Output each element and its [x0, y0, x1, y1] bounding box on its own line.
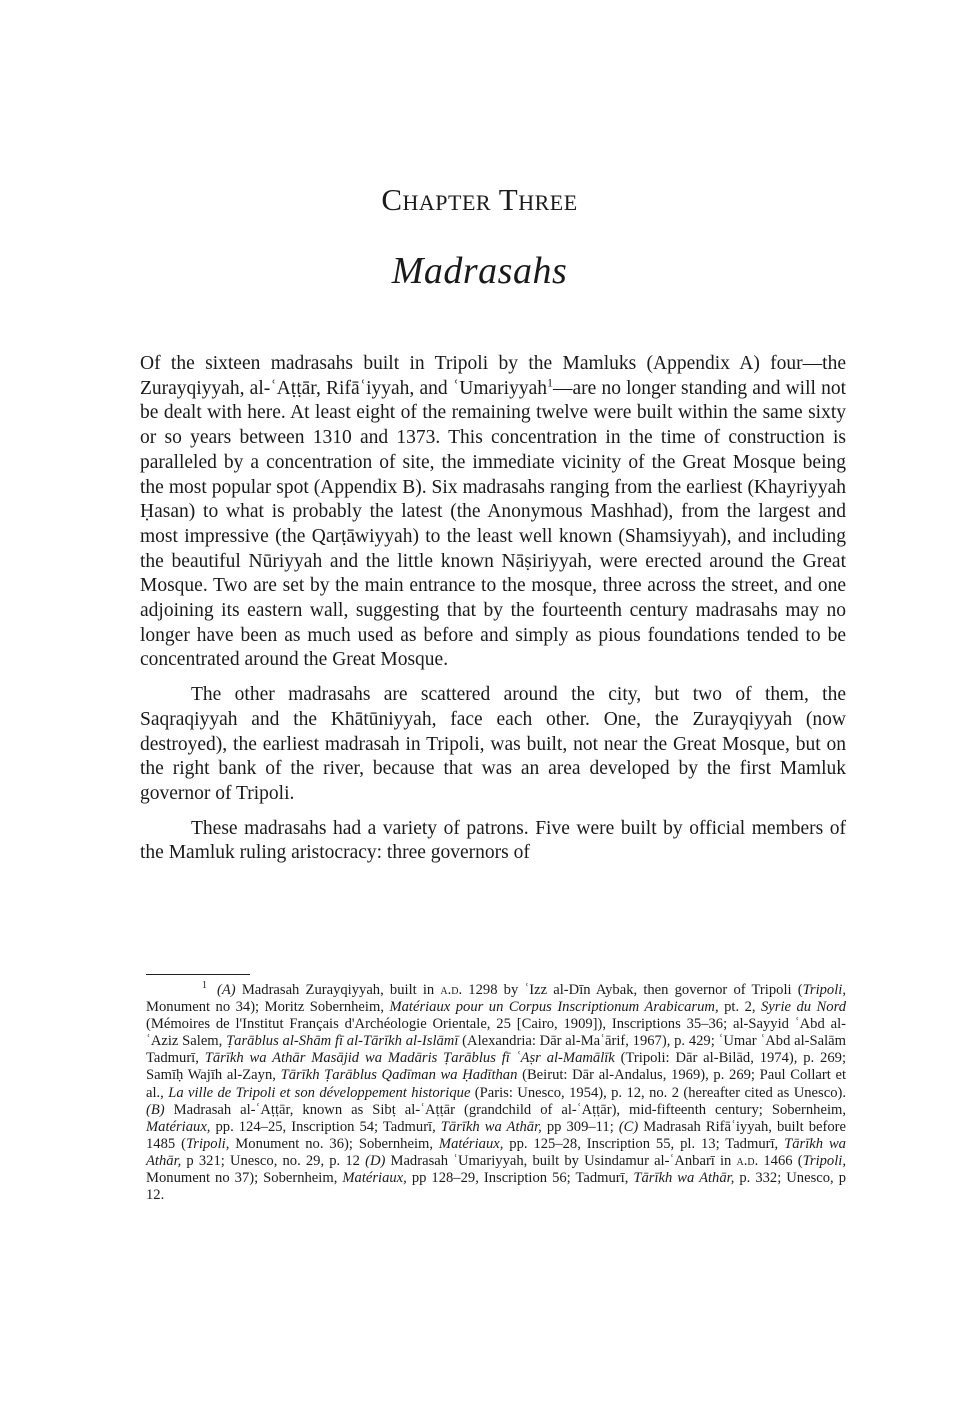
footnote-segment: Madrasah Rifāʿiyyah, built before 1485 ( — [146, 1118, 847, 1152]
footnote-segment: pt. 2, — [718, 999, 761, 1016]
chapter-label: Chapter Three — [381, 182, 578, 217]
footnote-segment: Syrie du Nord — [761, 999, 847, 1016]
footnote-segment: Matériaux pour un Corpus Inscriptionum Arabicarum, — [389, 999, 719, 1016]
footnote-segment: p 321; Unesco, no. 29, p. 12 — [181, 1152, 366, 1169]
chapter-title: Madrasahs — [391, 250, 568, 292]
footnote-segment: p. 332; Unesco, p 12. — [146, 1170, 846, 1204]
footnote-segment: pp. 124–25, Inscription 54; Tadmurī, — [210, 1118, 441, 1135]
footnote-segment: Matériaux, — [342, 1170, 407, 1187]
footnote-segment: Tārīkh wa Athār, — [440, 1118, 542, 1135]
footnote-segment: Madrasah Zurayqiyyah, built in — [235, 982, 441, 998]
footnote-segment: Ṭarāblus al-Shām fī al-Tārīkh al-Islāmī — [226, 1033, 459, 1050]
footnote-segment: (Mémoires de l'Institut Français d'Archéologie Orientale, 25 [Cairo, 1909]), Inscriptions 35–36; al-Sayyid ʿAbd al-ʿAziz Salem, — [146, 1016, 846, 1050]
footnote-segment: Monument no 34); Moritz Sobernheim, — [146, 999, 390, 1016]
paragraph-1-text-after: —are no longer standing and will not be dealt with here. At least eight of the remaining twelve were built within the same sixty or so years between 1310 and 1373. This concentration in the time of construction is paralleled by a concentration of site, the immediate vicinity of the Great Mosque being the most popular spot (Appendix B). Six madrasahs ranging from the earliest (Khayriyyah Ḥasan) to what is probably the latest (the Anonymous Mashhad), from the largest and most impressive (the Qarṭāwiyyah) to the least well known (Shamsiyyah), and including the beautiful Nūriyyah and the little known Nāṣiriyyah, were erected around the Great Mosque. Two are set by the main entrance to the mosque, three across the street, and one adjoining its eastern wall, suggesting that by the fourteenth century madrasahs may no longer have been as much used as before and simply as pious foundations tended to be concentrated around the Great Mosque. — [140, 377, 847, 671]
footnote-segment: Matériaux, — [438, 1135, 504, 1152]
footnote-segment: (D) — [365, 1152, 386, 1169]
footnote-segment: (B) — [146, 1101, 165, 1118]
footnote-segment: (C) — [618, 1118, 639, 1135]
footnote-segment: Monument no 37); Sobernheim, — [146, 1170, 343, 1187]
footnote-divider — [146, 974, 250, 975]
footnote-segment: Monument no. 36); Sobernheim, — [229, 1135, 439, 1152]
footnote-segment: Madrasah al-ʿAṭṭār, known as Sibṭ al-ʿAṭṭār (grandchild of al-ʿAṭṭār), mid-fifteenth century; Sobernheim, — [164, 1101, 846, 1118]
footnote-marker: 1 — [202, 980, 207, 992]
footnote-segment: pp. 125–28, Inscription 55, pl. 13; Tadmurī, — [503, 1135, 785, 1152]
footnote-1 — [146, 982, 846, 1204]
footnote-segment: Tripoli, — [802, 1152, 846, 1169]
footnote-segment: pp 309–11; — [541, 1118, 619, 1135]
footnote-segment: La ville de Tripoli et son développement historique — [168, 1084, 471, 1101]
body-text — [140, 352, 846, 866]
footnote-segment: Matériaux, — [146, 1118, 211, 1135]
paragraph-2: The other madrasahs are scattered around the city, but two of them, the Saqraqiyyah and the Khātūniyyah, face each other. One, the Zurayqiyyah (now destroyed), the earliest madrasah in Tripoli, was built, not near the Great Mosque, but on the right bank of the river, because that was an area developed by the first Mamluk governor of Tripoli. — [140, 684, 846, 804]
footnote-segment: Tārīkh wa Athār, — [146, 1135, 846, 1169]
footnote-segment: Tārīkh wa Athār Masājid wa Madāris Ṭarāblus fī ʿAṣr al-Mamālīk — [204, 1050, 615, 1067]
paragraph-1-text-before: Of the sixteen madrasahs built in Tripoli by the Mamluks (Appendix A) four—the Zurayqiyyah, al-ʿAṭṭār, Rifāʿiyyah, and ʿUmariyyah — [140, 353, 846, 399]
footnote-segment: a.d. — [736, 1152, 759, 1169]
paragraph-1 — [140, 352, 846, 673]
footnote-segment: (Tripoli: Dār al-Bilād, 1974), p. 269; Samīḥ Wajīh al-Zayn, — [146, 1050, 847, 1084]
footnote-segment: Tārīkh Ṭarāblus Qadīman wa Ḥadīthan — [280, 1067, 518, 1084]
footnote-segment: Tripoli, — [185, 1135, 230, 1152]
footnote-segment: (Beirut: Dār al-Andalus, 1969), p. 269; Paul Collart et al., — [146, 1067, 847, 1101]
footnote-segment: Tārīkh wa Athār, — [633, 1170, 735, 1187]
footnotes — [146, 982, 846, 1204]
footnote-segment: Tripoli, — [802, 982, 846, 998]
footnote-segment: Madrasah ʿUmariyyah, built by Usindamur al-ʿAnbarī in — [385, 1152, 737, 1169]
footnote-segment: pp 128–29, Inscription 56; Tadmurī, — [406, 1170, 634, 1187]
footnote-segment: (Alexandria: Dār al-Maʿārif, 1967), p. 429; ʿUmar ʿAbd al-Salām Tadmurī, — [146, 1033, 846, 1067]
footnote-segment: 1298 by ʿIzz al-Dīn Aybak, then governor of Tripoli ( — [462, 982, 803, 998]
paragraph-3: These madrasahs had a variety of patrons. Five were built by official members of the Mamluk ruling aristocracy: three governors of — [140, 817, 846, 864]
footnote-segment: a.d. — [440, 982, 463, 998]
footnote-reference[interactable]: 1 — [546, 375, 553, 390]
footnote-segment: (Paris: Unesco, 1954), p. 12, no. 2 (hereafter cited as Unesco). — [470, 1084, 846, 1101]
footnote-segment: 1466 ( — [758, 1152, 803, 1169]
footnote-segment: (A) — [217, 982, 236, 998]
